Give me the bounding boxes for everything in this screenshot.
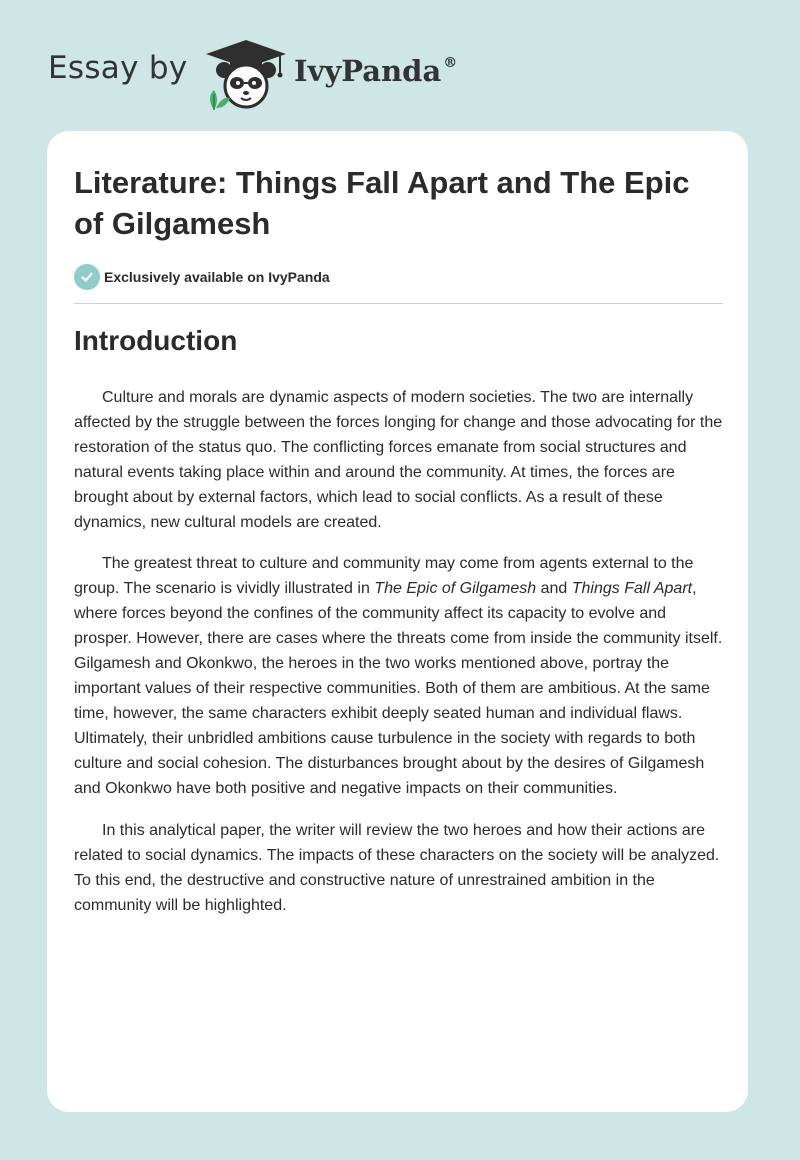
brand-name-text: IvyPanda — [294, 54, 442, 88]
brand-name[interactable] — [294, 54, 457, 88]
essay-card — [47, 131, 748, 1112]
paragraph — [74, 551, 724, 801]
book-title: The Epic of Gilgamesh — [374, 580, 537, 597]
brand-prefix: Essay by — [48, 50, 188, 86]
paragraph: Culture and morals are dynamic aspects of modern societies. The two are internally affected by the struggle between the forces longing for change and those advocating for the restoration of the status quo. The conflicting forces emanate from social structures and natural events taking place within and around the community. At times, the forces are brought about by external factors, which lead to social conflicts. As a result of these dynamics, new cultural models are created. — [74, 389, 723, 531]
site-header — [0, 0, 800, 130]
exclusive-badge-label: Exclusively available on IvyPanda — [104, 269, 330, 285]
paragraph: In this analytical paper, the writer will review the two heroes and how their actions are related to social dynamics. The impacts of these characters on the society will be analyzed. To this end, the destructive and constructive nature of unrestrained ambition in the community will be highlighted. — [74, 822, 720, 914]
book-title: Things Fall Apart — [571, 580, 693, 597]
paragraph-text: , where forces beyond the confines of the community affect its capacity to evolve and prosper. However, there are cases where the threats come from inside the community itself. Gilgamesh and Okonkwo, the heroes in the two works mentioned above, portray the important values of their respective communities. Both of them are ambitious. At the same time, however, the same characters exhibit deeply seated human and individual flaws. Ultimately, their unbridled ambitions cause turbulence in the society with regards to both culture and social cohesion. The disturbances brought about by the desires of Gilgamesh and Okonkwo have both positive and negative impacts on their communities. — [74, 580, 723, 797]
registered-mark: ® — [443, 55, 458, 71]
exclusive-badge — [74, 264, 330, 290]
check-icon — [74, 264, 100, 290]
essay-body — [74, 385, 724, 935]
section-heading: Introduction — [74, 325, 238, 356]
divider — [74, 303, 723, 304]
essay-title: Literature: Things Fall Apart and The Epic of Gilgamesh — [74, 165, 690, 241]
panda-logo-icon[interactable] — [200, 36, 292, 110]
paragraph-text: and — [536, 580, 572, 597]
paragraph-text: The greatest threat to culture and community may come from agents external to the group. The scenario is vividly illustrated in — [74, 555, 694, 597]
